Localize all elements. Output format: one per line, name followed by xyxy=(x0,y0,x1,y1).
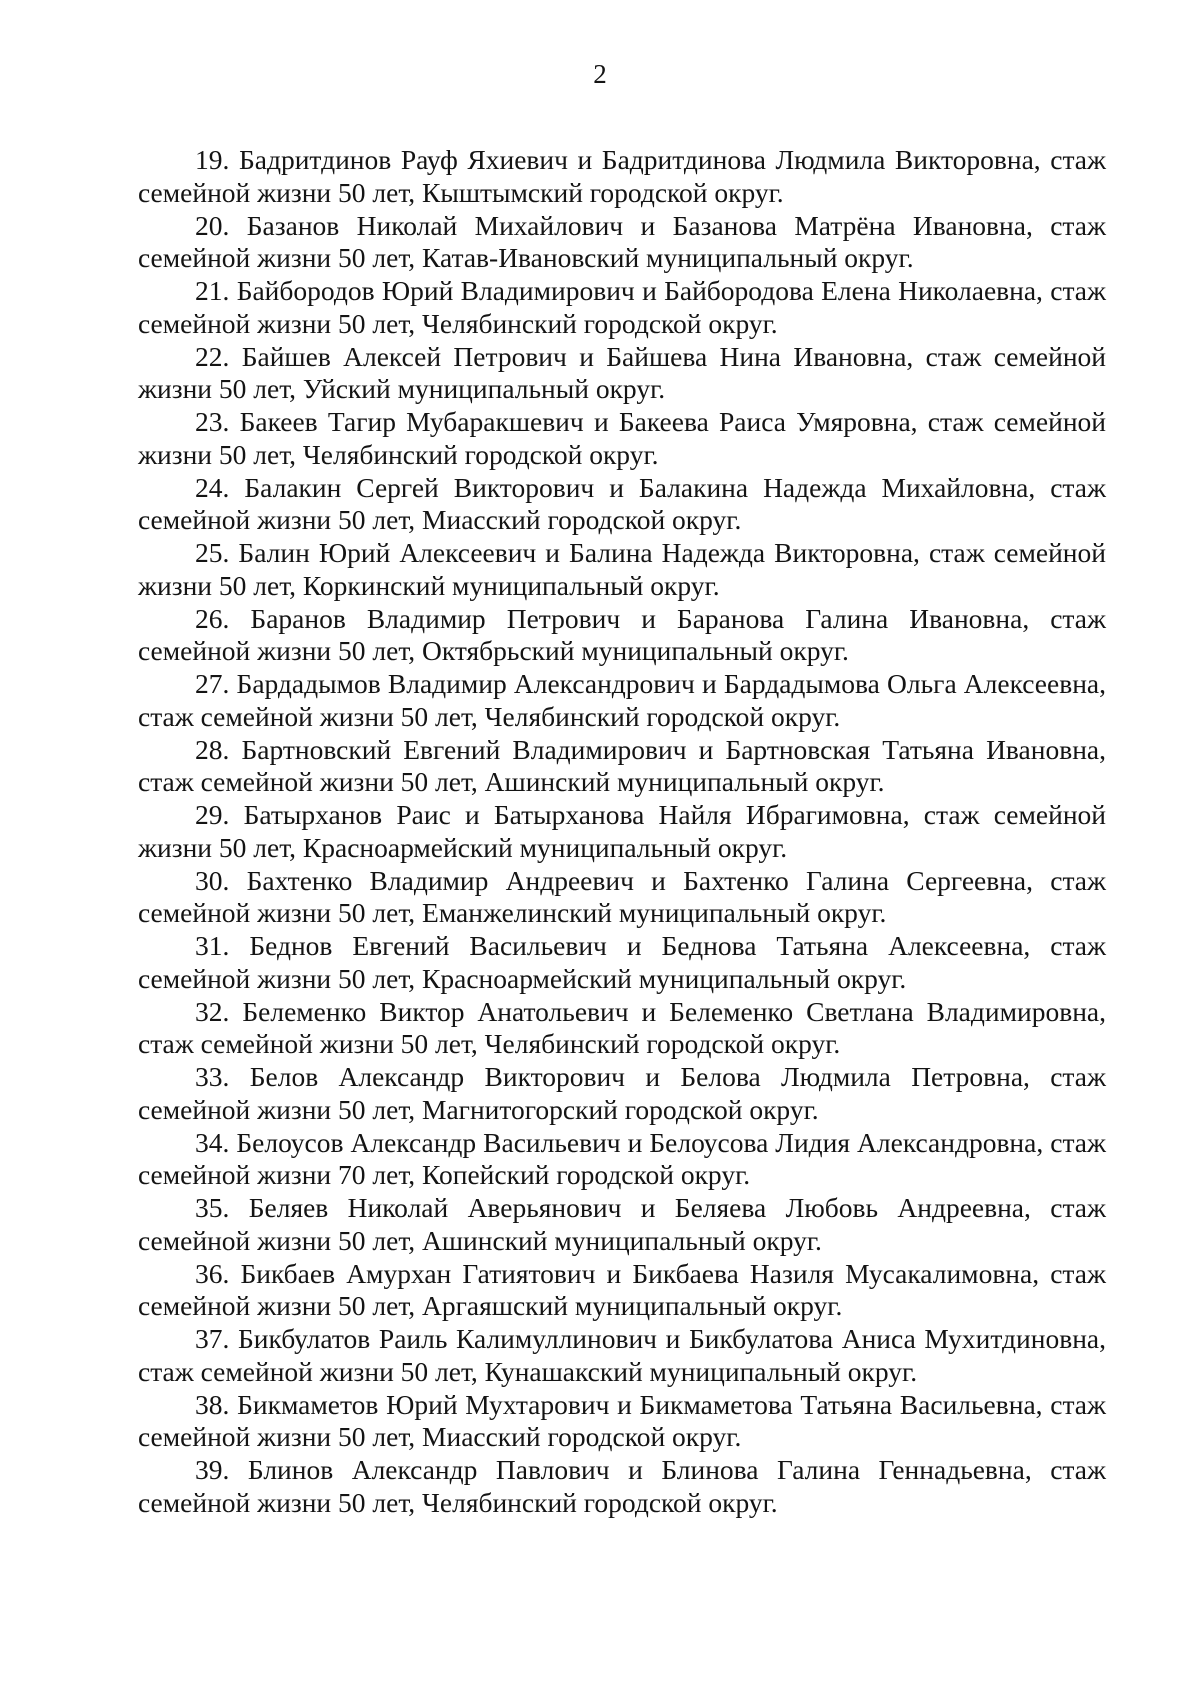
list-item xyxy=(138,930,1106,996)
list-item xyxy=(138,799,1106,865)
entry-text: Батырханов Раис и Батырханова Найля Ибрагимовна, стаж семейной жизни 50 лет, Красноармейский муниципальный округ. xyxy=(138,799,1107,863)
entry-text: Бардадымов Владимир Александрович и Бардадымова Ольга Алексеевна, стаж семейной жизни 50 лет, Челябинский городской округ. xyxy=(138,668,1106,732)
entry-text: Бикбулатов Раиль Калимуллинович и Бикбулатова Аниса Мухитдиновна, стаж семейной жизни 50 лет, Кунашакский муниципальный округ. xyxy=(138,1323,1106,1387)
list-item xyxy=(138,603,1106,669)
list-item xyxy=(138,668,1106,734)
entry-text: Балакин Сергей Викторович и Балакина Надежда Михайловна, стаж семейной жизни 50 лет, Миасский городской округ. xyxy=(138,471,1106,535)
list-item xyxy=(138,210,1106,276)
entry-number: 35. xyxy=(195,1192,230,1223)
list-item xyxy=(138,275,1106,341)
list-item xyxy=(138,537,1106,603)
entry-number: 25. xyxy=(195,537,230,568)
entry-number: 39. xyxy=(195,1454,230,1485)
list-item xyxy=(138,1258,1106,1324)
list-item xyxy=(138,144,1106,210)
list-item xyxy=(138,341,1106,407)
entry-text: Бакеев Тагир Мубаракшевич и Бакеева Раиса Умяровна, стаж семейной жизни 50 лет, Челябинский городской округ. xyxy=(138,406,1107,470)
entry-text: Баранов Владимир Петрович и Баранова Галина Ивановна, стаж семейной жизни 50 лет, Октябрьский муниципальный округ. xyxy=(138,602,1106,666)
entry-number: 23. xyxy=(195,406,230,437)
list-item xyxy=(138,406,1106,472)
entry-number: 26. xyxy=(195,602,230,634)
entry-number: 33. xyxy=(195,1061,230,1092)
entry-text: Белоусов Александр Васильевич и Белоусова Лидия Александровна, стаж семейной жизни 70 лет, Копейский городской округ. xyxy=(138,1126,1106,1190)
entry-list xyxy=(138,144,1106,1520)
entry-text: Байшев Алексей Петрович и Байшева Нина Ивановна, стаж семейной жизни 50 лет, Уйский муниципальный округ. xyxy=(138,340,1106,404)
entry-number: 37. xyxy=(195,1323,230,1354)
list-item xyxy=(138,865,1106,931)
entry-number: 31. xyxy=(195,930,230,961)
entry-text: Блинов Александр Павлович и Блинова Галина Геннадьевна, стаж семейной жизни 50 лет, Челябинский городской округ. xyxy=(138,1454,1106,1518)
entry-text: Беляев Николай Аверьянович и Беляева Любовь Андреевна, стаж семейной жизни 50 лет, Ашинский муниципальный округ. xyxy=(138,1192,1107,1256)
entry-number: 19. xyxy=(195,144,230,175)
entry-number: 36. xyxy=(195,1257,230,1289)
entry-text: Беднов Евгений Васильевич и Беднова Татьяна Алексеевна, стаж семейной жизни 50 лет, Красноармейский муниципальный округ. xyxy=(138,930,1107,994)
list-item xyxy=(138,1061,1106,1127)
list-item xyxy=(138,1323,1106,1389)
entry-number: 22. xyxy=(195,340,230,372)
list-item xyxy=(138,1454,1106,1520)
entry-text: Бартновский Евгений Владимирович и Бартновская Татьяна Ивановна, стаж семейной жизни 50 лет, Ашинский муниципальный округ. xyxy=(138,733,1106,797)
entry-number: 24. xyxy=(195,471,230,503)
page-number: 2 xyxy=(593,59,607,89)
entry-text: Бадритдинов Рауф Яхиевич и Бадритдинова Людмила Викторовна, стаж семейной жизни 50 лет, Кыштымский городской округ. xyxy=(138,144,1107,208)
entry-text: Бахтенко Владимир Андреевич и Бахтенко Галина Сергеевна, стаж семейной жизни 50 лет, Еманжелинский муниципальный округ. xyxy=(138,864,1107,928)
list-item xyxy=(138,1127,1106,1193)
entry-number: 20. xyxy=(195,209,230,241)
entry-number: 34. xyxy=(195,1126,230,1158)
entry-text: Байбородов Юрий Владимирович и Байбородова Елена Николаевна, стаж семейной жизни 50 лет, Челябинский городской округ. xyxy=(138,275,1106,339)
entry-number: 32. xyxy=(195,995,230,1027)
entry-text: Балин Юрий Алексеевич и Балина Надежда Викторовна, стаж семейной жизни 50 лет, Коркинский муниципальный округ. xyxy=(138,537,1106,601)
entry-text: Белов Александр Викторович и Белова Людмила Петровна, стаж семейной жизни 50 лет, Магнитогорский городской округ. xyxy=(138,1061,1106,1125)
entry-text: Бикмаметов Юрий Мухтарович и Бикмаметова Татьяна Васильевна, стаж семейной жизни 50 лет, Миасский городской округ. xyxy=(138,1388,1107,1452)
list-item xyxy=(138,996,1106,1062)
list-item xyxy=(138,1192,1106,1258)
entry-text: Белеменко Виктор Анатольевич и Белеменко Светлана Владимировна, стаж семейной жизни 50 лет, Челябинский городской округ. xyxy=(138,995,1107,1059)
entry-number: 27. xyxy=(195,668,230,699)
entry-text: Бикбаев Амурхан Гатиятович и Бикбаева Назиля Мусакалимовна, стаж семейной жизни 50 лет, Аргаяшский муниципальный округ. xyxy=(138,1257,1106,1321)
entry-text: Базанов Николай Михайлович и Базанова Матрёна Ивановна, стаж семейной жизни 50 лет, Катав-Ивановский муниципальный округ. xyxy=(138,209,1106,273)
entry-number: 38. xyxy=(195,1388,230,1420)
list-item xyxy=(138,734,1106,800)
entry-number: 21. xyxy=(195,275,230,306)
entry-number: 28. xyxy=(195,733,230,765)
list-item xyxy=(138,472,1106,538)
entry-number: 29. xyxy=(195,799,230,830)
entry-number: 30. xyxy=(195,864,230,896)
list-item xyxy=(138,1389,1106,1455)
